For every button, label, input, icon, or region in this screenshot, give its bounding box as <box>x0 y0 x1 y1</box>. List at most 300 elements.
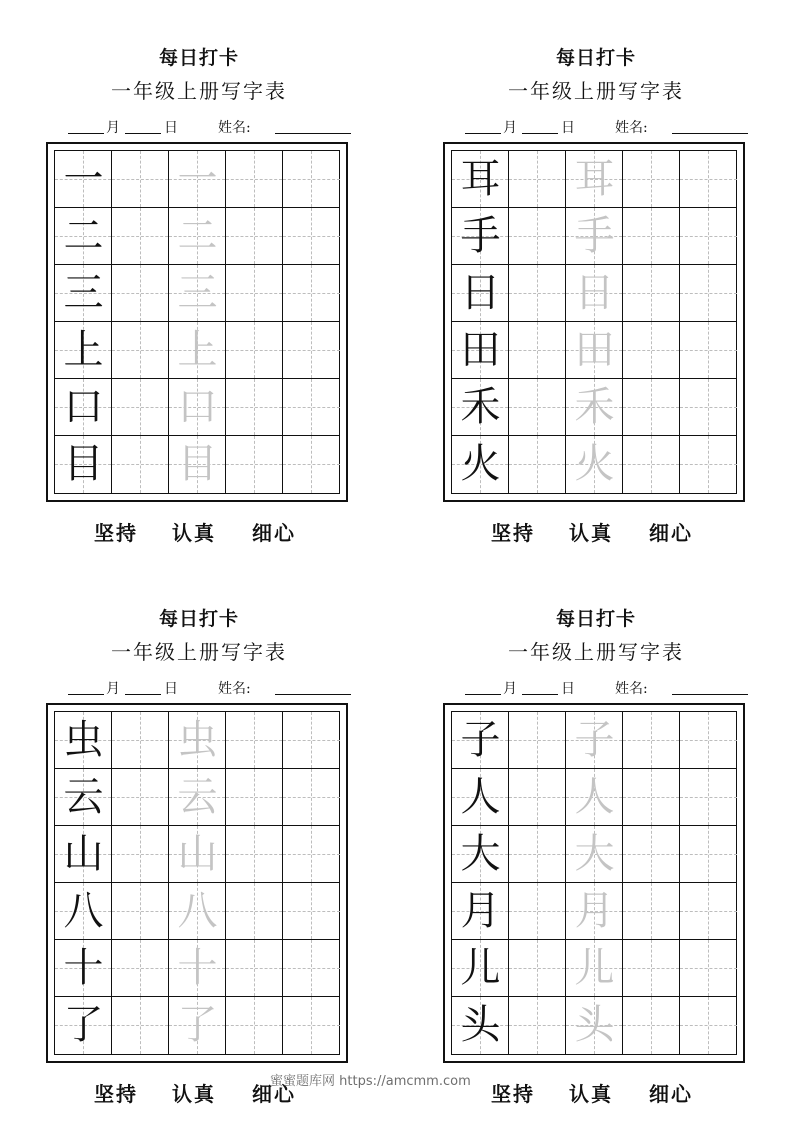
writing-cell[interactable] <box>452 322 509 379</box>
writing-cell[interactable] <box>452 379 509 436</box>
motto-word: 坚持 <box>491 521 535 545</box>
date-name-line <box>46 115 356 137</box>
writing-cell[interactable] <box>226 436 283 493</box>
writing-cell[interactable] <box>623 265 680 322</box>
writing-cell[interactable] <box>283 436 340 493</box>
cell-guide-horizontal <box>226 911 282 912</box>
model-character: 日 <box>460 270 501 316</box>
trace-character: 山 <box>177 831 218 877</box>
writing-cell[interactable] <box>112 379 169 436</box>
grid-row <box>55 997 339 1054</box>
cell-guide-horizontal <box>509 464 565 465</box>
model-character: 儿 <box>460 945 501 991</box>
cell-guide-horizontal <box>283 854 340 855</box>
cell-guide-horizontal <box>680 464 737 465</box>
cell-guide-horizontal <box>680 179 737 180</box>
writing-cell[interactable] <box>566 883 623 940</box>
day-blank[interactable] <box>125 133 161 134</box>
writing-cell[interactable] <box>169 769 226 826</box>
watermark-text: 蜜蜜题库网 https://amcmm.com <box>270 1074 471 1089</box>
trace-character: 上 <box>177 327 218 373</box>
writing-cell[interactable] <box>283 208 340 265</box>
day-blank[interactable] <box>522 133 558 134</box>
writing-cell[interactable] <box>452 436 509 493</box>
writing-cell[interactable] <box>283 151 340 208</box>
date-name-line <box>443 115 753 137</box>
writing-grid-inner <box>54 711 340 1055</box>
writing-cell[interactable] <box>226 826 283 883</box>
model-character: 月 <box>460 888 501 934</box>
trace-character: 耳 <box>574 156 615 202</box>
trace-character: 火 <box>574 441 615 487</box>
writing-cell[interactable] <box>55 769 112 826</box>
practice-panel <box>443 576 749 1106</box>
writing-cell[interactable] <box>623 379 680 436</box>
writing-cell[interactable] <box>452 940 509 997</box>
writing-cell[interactable] <box>452 265 509 322</box>
writing-cell[interactable] <box>623 436 680 493</box>
writing-cell[interactable] <box>283 712 340 769</box>
writing-cell[interactable] <box>55 208 112 265</box>
writing-cell[interactable] <box>283 322 340 379</box>
grid-row <box>452 826 736 883</box>
panel-subtitle: 一年级上册写字表 <box>508 79 684 103</box>
trace-character: 头 <box>574 1002 615 1048</box>
name-blank[interactable] <box>672 694 748 695</box>
model-character: 田 <box>460 327 501 373</box>
trace-character: 一 <box>177 156 218 202</box>
writing-cell[interactable] <box>452 769 509 826</box>
cell-guide-horizontal <box>623 179 679 180</box>
cell-guide-horizontal <box>226 407 282 408</box>
motto-word: 认真 <box>172 1082 216 1106</box>
writing-cell[interactable] <box>623 712 680 769</box>
model-character: 虫 <box>63 717 104 763</box>
cell-guide-horizontal <box>623 968 679 969</box>
cell-guide-horizontal <box>112 407 168 408</box>
writing-cell[interactable] <box>452 208 509 265</box>
cell-guide-horizontal <box>226 236 282 237</box>
cell-guide-horizontal <box>283 407 340 408</box>
writing-cell[interactable] <box>55 712 112 769</box>
cell-guide-horizontal <box>283 350 340 351</box>
grid-row <box>55 769 339 826</box>
writing-cell[interactable] <box>566 208 623 265</box>
writing-cell[interactable] <box>112 826 169 883</box>
month-blank[interactable] <box>465 133 501 134</box>
cell-guide-horizontal <box>112 911 168 912</box>
cell-guide-horizontal <box>680 740 737 741</box>
model-character: 了 <box>63 1002 104 1048</box>
trace-character: 人 <box>574 774 615 820</box>
writing-cell[interactable] <box>283 769 340 826</box>
trace-character: 大 <box>574 831 615 877</box>
writing-cell[interactable] <box>509 379 566 436</box>
writing-cell[interactable] <box>566 769 623 826</box>
panel-title: 每日打卡 <box>158 608 239 630</box>
model-character: 十 <box>63 945 104 991</box>
cell-guide-horizontal <box>680 1025 737 1026</box>
name-label: 姓名: <box>218 120 251 136</box>
model-character: 火 <box>460 441 501 487</box>
month-label: 月 <box>106 681 120 697</box>
writing-cell[interactable] <box>169 940 226 997</box>
writing-cell[interactable] <box>680 322 737 379</box>
writing-cell[interactable] <box>509 712 566 769</box>
trace-character: 三 <box>177 270 218 316</box>
cell-guide-horizontal <box>623 797 679 798</box>
motto-word: 细心 <box>649 521 693 545</box>
writing-cell[interactable] <box>566 997 623 1054</box>
grid-row <box>452 940 736 997</box>
trace-character: 八 <box>177 888 218 934</box>
trace-character: 口 <box>177 384 218 430</box>
month-blank[interactable] <box>68 694 104 695</box>
name-label: 姓名: <box>615 681 648 697</box>
grid-row <box>55 379 339 436</box>
model-character: 口 <box>63 384 104 430</box>
model-character: 子 <box>460 717 501 763</box>
grid-row <box>55 436 339 493</box>
writing-cell[interactable] <box>55 265 112 322</box>
trace-character: 目 <box>177 441 218 487</box>
writing-cell[interactable] <box>623 940 680 997</box>
writing-cell[interactable] <box>283 265 340 322</box>
writing-cell[interactable] <box>55 826 112 883</box>
writing-cell[interactable] <box>226 208 283 265</box>
writing-cell[interactable] <box>566 265 623 322</box>
writing-cell[interactable] <box>452 712 509 769</box>
model-character: 八 <box>63 888 104 934</box>
trace-character: 十 <box>177 945 218 991</box>
writing-cell[interactable] <box>680 940 737 997</box>
writing-cell[interactable] <box>226 379 283 436</box>
writing-cell[interactable] <box>680 997 737 1054</box>
trace-character: 云 <box>177 774 218 820</box>
writing-cell[interactable] <box>680 769 737 826</box>
cell-guide-horizontal <box>283 236 340 237</box>
trace-character: 日 <box>574 270 615 316</box>
writing-grid-inner <box>54 150 340 494</box>
date-name-line <box>443 676 753 698</box>
grid-row <box>452 883 736 940</box>
writing-cell[interactable] <box>680 208 737 265</box>
month-label: 月 <box>503 120 517 136</box>
model-character: 山 <box>63 831 104 877</box>
panel-subtitle: 一年级上册写字表 <box>508 640 684 664</box>
grid-row <box>55 151 339 208</box>
writing-cell[interactable] <box>566 379 623 436</box>
writing-cell[interactable] <box>566 826 623 883</box>
cell-guide-horizontal <box>680 854 737 855</box>
cell-guide-horizontal <box>680 797 737 798</box>
writing-cell[interactable] <box>226 940 283 997</box>
trace-character: 禾 <box>574 384 615 430</box>
writing-cell[interactable] <box>112 265 169 322</box>
writing-cell[interactable] <box>680 826 737 883</box>
cell-guide-horizontal <box>623 1025 679 1026</box>
writing-cell[interactable] <box>226 883 283 940</box>
grid-row <box>452 379 736 436</box>
motto-word: 细心 <box>252 521 296 545</box>
cell-guide-horizontal <box>112 350 168 351</box>
writing-cell[interactable] <box>509 769 566 826</box>
cell-guide-horizontal <box>680 968 737 969</box>
writing-cell[interactable] <box>112 769 169 826</box>
writing-cell[interactable] <box>566 940 623 997</box>
writing-cell[interactable] <box>226 265 283 322</box>
model-character: 手 <box>460 213 501 259</box>
writing-cell[interactable] <box>169 436 226 493</box>
grid-row <box>55 826 339 883</box>
writing-cell[interactable] <box>169 379 226 436</box>
cell-guide-horizontal <box>623 911 679 912</box>
model-character: 一 <box>63 156 104 202</box>
writing-cell[interactable] <box>623 151 680 208</box>
month-blank[interactable] <box>68 133 104 134</box>
writing-cell[interactable] <box>509 826 566 883</box>
model-character: 头 <box>460 1002 501 1048</box>
writing-cell[interactable] <box>566 322 623 379</box>
writing-grid <box>46 703 348 1063</box>
writing-cell[interactable] <box>226 151 283 208</box>
cell-guide-horizontal <box>283 179 340 180</box>
month-label: 月 <box>106 120 120 136</box>
cell-guide-horizontal <box>226 179 282 180</box>
day-blank[interactable] <box>522 694 558 695</box>
writing-cell[interactable] <box>55 322 112 379</box>
writing-cell[interactable] <box>509 940 566 997</box>
cell-guide-horizontal <box>509 179 565 180</box>
cell-guide-horizontal <box>226 1025 282 1026</box>
writing-cell[interactable] <box>112 322 169 379</box>
writing-cell[interactable] <box>283 997 340 1054</box>
writing-cell[interactable] <box>169 265 226 322</box>
motto-word: 细心 <box>252 1082 296 1106</box>
writing-cell[interactable] <box>112 940 169 997</box>
practice-panel <box>46 576 352 1106</box>
writing-cell[interactable] <box>226 769 283 826</box>
writing-cell[interactable] <box>623 997 680 1054</box>
writing-cell[interactable] <box>112 712 169 769</box>
grid-row <box>452 151 736 208</box>
writing-cell[interactable] <box>55 940 112 997</box>
model-character: 禾 <box>460 384 501 430</box>
writing-cell[interactable] <box>283 826 340 883</box>
day-label: 日 <box>164 120 178 136</box>
cell-guide-horizontal <box>509 854 565 855</box>
cell-guide-horizontal <box>283 911 340 912</box>
motto-line <box>443 1078 753 1104</box>
grid-row <box>452 265 736 322</box>
writing-cell[interactable] <box>169 208 226 265</box>
grid-row <box>55 883 339 940</box>
writing-cell[interactable] <box>509 208 566 265</box>
writing-cell[interactable] <box>680 379 737 436</box>
model-character: 云 <box>63 774 104 820</box>
model-character: 耳 <box>460 156 501 202</box>
cell-guide-horizontal <box>112 740 168 741</box>
writing-cell[interactable] <box>566 436 623 493</box>
writing-cell[interactable] <box>680 265 737 322</box>
grid-row <box>55 208 339 265</box>
cell-guide-horizontal <box>509 911 565 912</box>
grid-row <box>55 265 339 322</box>
name-blank[interactable] <box>275 133 351 134</box>
motto-word: 认真 <box>172 521 216 545</box>
writing-cell[interactable] <box>169 322 226 379</box>
writing-cell[interactable] <box>509 265 566 322</box>
model-character: 上 <box>63 327 104 373</box>
writing-cell[interactable] <box>566 712 623 769</box>
writing-cell[interactable] <box>566 151 623 208</box>
panel-subtitle: 一年级上册写字表 <box>111 640 287 664</box>
cell-guide-horizontal <box>283 740 340 741</box>
writing-cell[interactable] <box>55 151 112 208</box>
trace-character: 月 <box>574 888 615 934</box>
writing-cell[interactable] <box>169 712 226 769</box>
cell-guide-horizontal <box>509 1025 565 1026</box>
writing-cell[interactable] <box>452 151 509 208</box>
writing-cell[interactable] <box>452 826 509 883</box>
writing-cell[interactable] <box>509 436 566 493</box>
cell-guide-horizontal <box>226 464 282 465</box>
motto-word: 坚持 <box>491 1082 535 1106</box>
grid-row <box>452 712 736 769</box>
writing-cell[interactable] <box>169 826 226 883</box>
writing-cell[interactable] <box>623 769 680 826</box>
grid-row <box>452 997 736 1054</box>
trace-character: 田 <box>574 327 615 373</box>
writing-cell[interactable] <box>509 151 566 208</box>
writing-cell[interactable] <box>680 883 737 940</box>
cell-guide-horizontal <box>112 854 168 855</box>
writing-cell[interactable] <box>680 151 737 208</box>
panel-title: 每日打卡 <box>555 47 636 69</box>
month-blank[interactable] <box>465 694 501 695</box>
writing-cell[interactable] <box>623 322 680 379</box>
writing-cell[interactable] <box>55 436 112 493</box>
writing-cell[interactable] <box>452 997 509 1054</box>
day-label: 日 <box>164 681 178 697</box>
model-character: 大 <box>460 831 501 877</box>
writing-cell[interactable] <box>112 208 169 265</box>
writing-cell[interactable] <box>509 883 566 940</box>
cell-guide-horizontal <box>112 293 168 294</box>
cell-guide-horizontal <box>509 740 565 741</box>
trace-character: 儿 <box>574 945 615 991</box>
cell-guide-horizontal <box>509 797 565 798</box>
writing-cell[interactable] <box>226 322 283 379</box>
cell-guide-horizontal <box>623 293 679 294</box>
cell-guide-horizontal <box>509 236 565 237</box>
writing-cell[interactable] <box>169 151 226 208</box>
writing-cell[interactable] <box>226 712 283 769</box>
writing-grid-inner <box>451 711 737 1055</box>
trace-character: 虫 <box>177 717 218 763</box>
motto-word: 坚持 <box>94 521 138 545</box>
writing-cell[interactable] <box>55 997 112 1054</box>
writing-cell[interactable] <box>226 997 283 1054</box>
cell-guide-horizontal <box>112 464 168 465</box>
day-label: 日 <box>561 681 575 697</box>
motto-line <box>443 517 753 543</box>
writing-cell[interactable] <box>169 883 226 940</box>
cell-guide-horizontal <box>623 407 679 408</box>
writing-grid <box>46 142 348 502</box>
cell-guide-horizontal <box>509 968 565 969</box>
grid-row <box>55 940 339 997</box>
motto-word: 细心 <box>649 1082 693 1106</box>
cell-guide-horizontal <box>623 854 679 855</box>
cell-guide-horizontal <box>226 968 282 969</box>
writing-cell[interactable] <box>112 151 169 208</box>
day-label: 日 <box>561 120 575 136</box>
cell-guide-horizontal <box>283 1025 340 1026</box>
writing-cell[interactable] <box>680 712 737 769</box>
writing-grid <box>443 142 745 502</box>
motto-line <box>46 517 356 543</box>
motto-word: 坚持 <box>94 1082 138 1106</box>
trace-character: 手 <box>574 213 615 259</box>
writing-cell[interactable] <box>452 883 509 940</box>
model-character: 目 <box>63 441 104 487</box>
writing-cell[interactable] <box>623 826 680 883</box>
panel-title: 每日打卡 <box>555 608 636 630</box>
name-label: 姓名: <box>218 681 251 697</box>
writing-cell[interactable] <box>509 322 566 379</box>
writing-cell[interactable] <box>680 436 737 493</box>
day-blank[interactable] <box>125 694 161 695</box>
cell-guide-horizontal <box>680 911 737 912</box>
cell-guide-horizontal <box>112 968 168 969</box>
writing-cell[interactable] <box>112 883 169 940</box>
writing-cell[interactable] <box>623 208 680 265</box>
motto-word: 认真 <box>569 521 613 545</box>
model-character: 二 <box>63 213 104 259</box>
writing-cell[interactable] <box>283 940 340 997</box>
writing-cell[interactable] <box>283 883 340 940</box>
writing-cell[interactable] <box>55 883 112 940</box>
cell-guide-horizontal <box>509 407 565 408</box>
name-blank[interactable] <box>672 133 748 134</box>
cell-guide-horizontal <box>283 293 340 294</box>
cell-guide-horizontal <box>680 293 737 294</box>
writing-cell[interactable] <box>55 379 112 436</box>
writing-cell[interactable] <box>509 997 566 1054</box>
writing-cell[interactable] <box>112 436 169 493</box>
writing-cell[interactable] <box>112 997 169 1054</box>
cell-guide-horizontal <box>623 236 679 237</box>
cell-guide-horizontal <box>509 350 565 351</box>
cell-guide-horizontal <box>226 293 282 294</box>
cell-guide-horizontal <box>509 293 565 294</box>
cell-guide-horizontal <box>226 350 282 351</box>
grid-row <box>452 436 736 493</box>
writing-cell[interactable] <box>169 997 226 1054</box>
grid-row <box>452 322 736 379</box>
panel-title: 每日打卡 <box>158 47 239 69</box>
writing-cell[interactable] <box>623 883 680 940</box>
grid-row <box>452 208 736 265</box>
name-blank[interactable] <box>275 694 351 695</box>
model-character: 三 <box>63 270 104 316</box>
cell-guide-horizontal <box>283 464 340 465</box>
cell-guide-horizontal <box>680 236 737 237</box>
name-label: 姓名: <box>615 120 648 136</box>
writing-cell[interactable] <box>283 379 340 436</box>
cell-guide-horizontal <box>283 797 340 798</box>
